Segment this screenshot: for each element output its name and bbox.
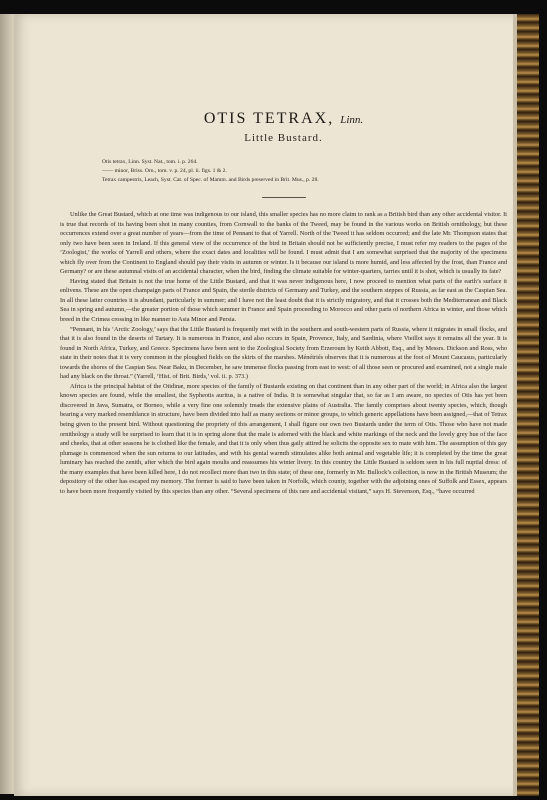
section-divider xyxy=(262,197,306,198)
paragraph: “Pennant, in his ‘Arctic Zoology,’ says that the Little Bustard is frequently met with in the southern and south-western parts of Russia, where it migrates in small flocks, and that it is also found in the deserts of Tartary. It is numerous in France, and also occurs in Spain, Provence, Italy, and Sardinia, where Vieillot says it remains all the year. It is found in North Africa, Turkey, and Greece. Specimens have been sent to the Zoological Society from Erzeroum by Keith Abbott, Esq., and by Messrs. Dickson and Ross, who state in their notes that it is very common in the ploughed fields on the skirts of the marshes. Ménétriés observes that it is numerous at the foot of Mount Caucasus, particularly towards the shores of the Caspian Sea. Near Baku, in December, he saw immense flocks passing from east to west: of all those seen or procured and examined, not a single male had any black on the throat.” (Yarrell, ‘Hist. of Brit. Birds,’ vol. ii. p. 373.) xyxy=(60,325,507,381)
reference-line: —— minor, Briss. Orn., tom. v. p. 24, pl. ii. figs. 1 & 2. xyxy=(102,168,227,174)
paragraph: Africa is the principal habitat of the Otidinæ, more species of the family of Bustards existing on that continent than in any other part of the world; in Africa also the largest known species are found, while the smallest, the Sypheotis auritus, is a native of India. It is somewhat singular that, so far as I am aware, no species of Otis has yet been discovered in Java, Sumatra, or Borneo, while a very fine one solemnly treads the extensive plains of Australia. The family comprises about twenty species, which, though bearing a very marked resemblance in structure, have been divided into half as many sections or minor groups, to which generic appellations have been assigned,—that of Tetrax being given to the present bird. Without questioning the propriety of this arrangement, I shall figure our own two Bustards under the term of Otis. Those who have not made ornithology a study will be surprised to learn that it is in spring alone that the male is adorned with the black and white markings of the neck and the lovely grey hue of the face and cheeks, that at other seasons he is clothed like the female, and that it is only when thus gaily attired he solicits the opposite sex to mate with him. The assumption of this gay plumage is commenced when the sun returns to our latitudes, and with his genial warmth stimulates alike both animal and vegetable life; it is completed by the time the great luminary has reached the zenith, after which the bird again moults and reassumes his winter livery. In this country the Little Bustard is seldom seen in his full nuptial dress: of the many examples that have been killed here, I do not recollect more than two in this state; of these one, formerly in Mr. Bullock’s collection, is now in the British Museum; the depository of the other has escaped my memory. The former is said to have been taken in Norfolk, which county, together with the adjoining ones of Suffolk and Essex, appears to have been more frequently visited by this species than any other. “Several specimens of this rare and accidental visitant,” says H. Stevenson, Esq., “have occurred xyxy=(60,382,507,495)
synonymy-references xyxy=(102,158,507,185)
paragraph: Unlike the Great Bustard, which at one time was indigenous to our island, this smaller species has no more claim to rank as a British bird than any other accidental visitor. It is true that records of its having been shot in many counties, from Cornwall to the banks of the Tweed, may be found in the various works on British ornithology, but these occurrences extend over a great number of years—from the time of Pennant to that of Yarrell. North of the Tweed it has seldom occurred; and the late Mr. Thompson states that only two have been seen in Ireland. If this general view of the occurrence of the bird in Britain should not be sufficiently precise, I must refer my readers to the pages of the ‘Zoologist,’ the works of Yarrell and others, where the exact dates and localities will be found. I must admit that I am somewhat surprised that the majority of the specimens which fly over from the Continent to England should pay their visits in autumn or winter. Is it because our island is more humid, and less affected by the frost, than France and Germany? or are these autumnal visits of an accidental character, when the bird, finding the climate suitable for winter-quarters, tarries until it is shot, which is usually its fate? xyxy=(60,211,507,276)
page-content xyxy=(60,110,507,496)
reference-line: Otis tetrax, Linn. Syst. Nat., tom. i. p. 264. xyxy=(102,159,198,165)
page-title xyxy=(60,110,507,128)
common-name: Little Bustard. xyxy=(244,132,323,144)
book-spine-binding xyxy=(517,14,539,796)
body-text xyxy=(60,210,507,496)
paragraph: Having stated that Britain is not the true home of the Little Bustard, and that it was never indigenous here, I now proceed to mention what parts of the earth’s surface it enlivens. These are the open champaign parts of France and Spain, the sterile districts of Germany and Turkey, and the southern steppes of Russia, as far east as the Caspian Sea. In all these latter countries it is abundant, particularly in summer; and I have not the least doubt that it is strictly migratory, and that it crosses both the Mediterranean and Black Sea in spring and autumn,—the greater portion of those which summer in France and Spain proceeding to Morocco and other parts of northern Africa in winter, and those which breed in the Crimea crossing in like manner to Asia Minor and Persia. xyxy=(60,277,507,324)
species-authority: Linn. xyxy=(340,114,364,126)
species-name: OTIS TETRAX, xyxy=(203,110,335,127)
reference-line: Tetrax campestris, Leach, Syst. Cat. of Spec. of Mamm. and Birds preserved in Brit. Mus., p. 28. xyxy=(102,177,319,183)
